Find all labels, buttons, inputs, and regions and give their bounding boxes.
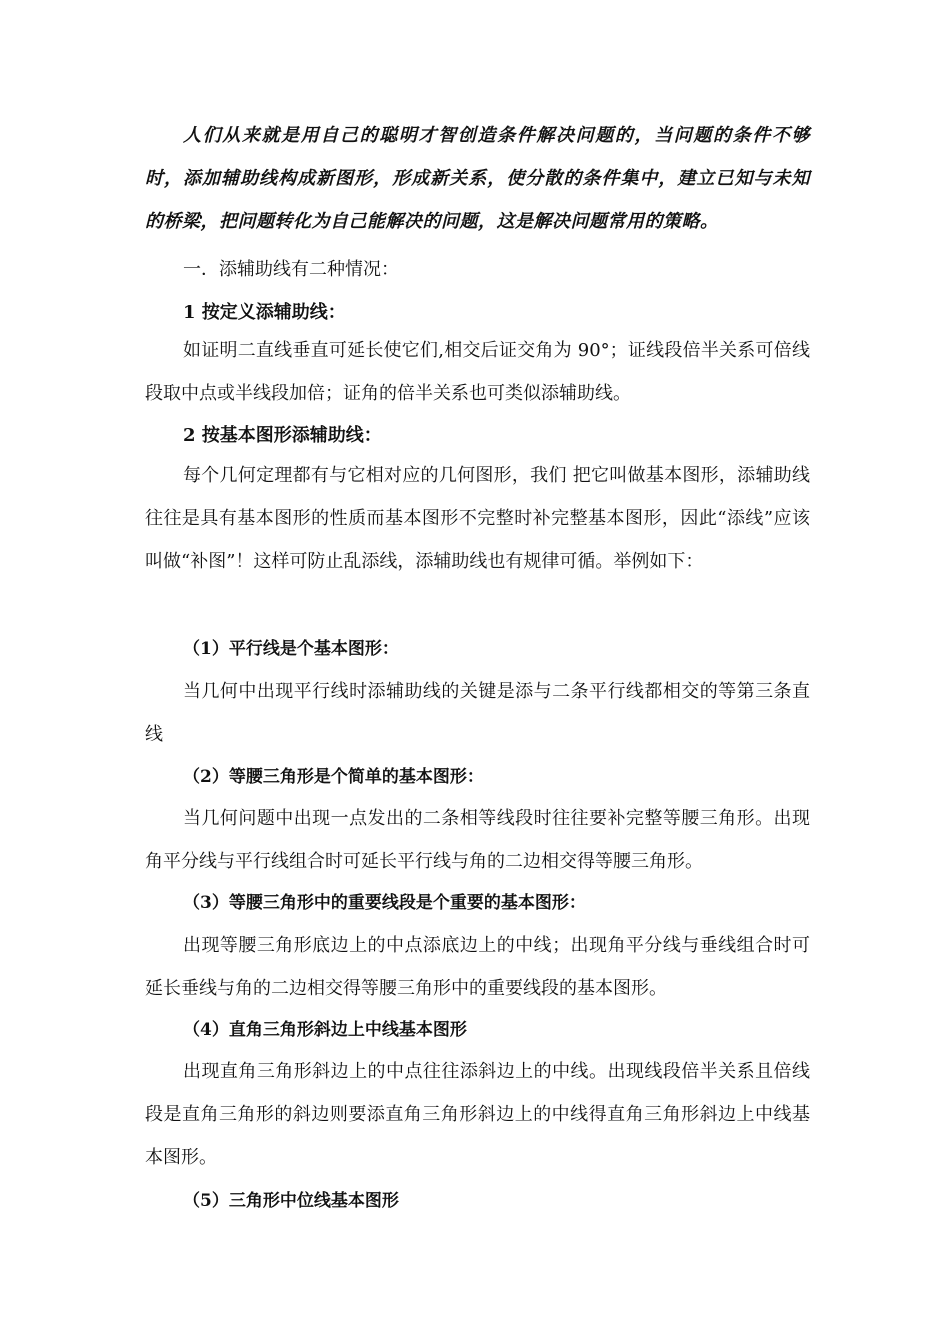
item2-paragraph: 当几何问题中出现一点发出的二条相等线段时往往要补完整等腰三角形。出现角平分线与平行线组合时可延长平行线与角的二边相交得等腰三角形。 bbox=[145, 808, 810, 872]
item3-paragraph: 出现等腰三角形底边上的中点添底边上的中线；出现角平分线与垂线组合时可延长垂线与角的二边相交得等腰三角形中的重要线段的基本图形。 bbox=[145, 935, 810, 999]
item3-heading: （3）等腰三角形中的重要线段是个重要的基本图形： bbox=[183, 893, 586, 913]
item5-heading: （5）三角形中位线基本图形 bbox=[183, 1191, 399, 1211]
section-heading: 一．添辅助线有二种情况： bbox=[183, 259, 399, 280]
case2-heading: 2 按基本图形添辅助线： bbox=[183, 425, 382, 446]
case1-heading: 1 按定义添辅助线： bbox=[183, 302, 346, 323]
case1-paragraph: 如证明二直线垂直可延长使它们,相交后证交角为 90°；证线段倍半关系可倍线段取中点或半线段加倍；证角的倍半关系也可类似添辅助线。 bbox=[145, 340, 810, 404]
item4-paragraph: 出现直角三角形斜边上的中点往往添斜边上的中线。出现线段倍半关系且倍线段是直角三角形的斜边则要添直角三角形斜边上的中线得直角三角形斜边上中线基本图形。 bbox=[145, 1061, 810, 1168]
item2-heading: （2）等腰三角形是个简单的基本图形： bbox=[183, 767, 484, 787]
item4-heading: （4）直角三角形斜边上中线基本图形 bbox=[183, 1020, 467, 1040]
item1-paragraph: 当几何中出现平行线时添辅助线的关键是添与二条平行线都相交的等第三条直线 bbox=[145, 681, 810, 745]
intro-paragraph: 人们从来就是用自己的聪明才智创造条件解决问题的，当问题的条件不够时，添加辅助线构成新图形，形成新关系，使分散的条件集中，建立已知与未知的桥梁，把问题转化为自己能解决的问题，这是解决问题常用的策略。 bbox=[145, 125, 810, 232]
case2-paragraph: 每个几何定理都有与它相对应的几何图形，我们 把它叫做基本图形，添辅助线往往是具有基本图形的性质而基本图形不完整时补完整基本图形，因此“添线”应该叫做“补图”！这样可防止乱添线，添辅助线也有规律可循。举例如下： bbox=[145, 465, 810, 572]
item1-heading: （1）平行线是个基本图形： bbox=[183, 639, 399, 659]
